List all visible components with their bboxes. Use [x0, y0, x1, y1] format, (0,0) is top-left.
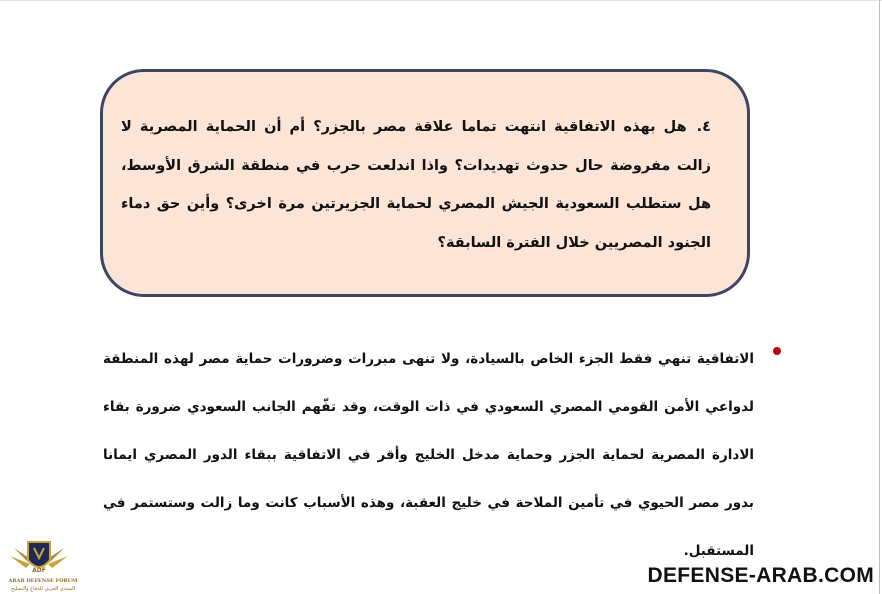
- page-top-edge: [0, 0, 882, 1]
- question-paragraph: [121, 108, 711, 262]
- question-callout-box: [100, 69, 750, 297]
- page-right-edge: [879, 0, 880, 594]
- question-number: ٤.: [696, 119, 711, 135]
- bullet-item: [103, 335, 781, 575]
- question-text: هل بهذه الاتفاقية انتهت تماما علاقة مصر بالجزر؟ أم أن الحماية المصرية لا زالت مفروضة حال حدوث تهديدات؟ واذا اندلعت حرب في منطقة الشرق الأوسط، هل ستطلب السعودية الجيش المصري لحماية الجزيرتين مرة اخرى؟ وأين حق دماء الجنود المصريين خلال الفترة السابقة؟: [121, 119, 711, 251]
- logo-caption-english: ARAB DEFENSE FORUM: [8, 578, 78, 584]
- svg-text:ADF: ADF: [32, 567, 46, 574]
- logo-caption-arabic: المنتدى العربي للدفاع والتسليح: [10, 586, 76, 592]
- bullet-icon: [773, 347, 781, 355]
- site-watermark: DEFENSE-ARAB.COM: [647, 564, 874, 587]
- bullet-paragraph: الاتفاقية تنهي فقط الجزء الخاص بالسيادة، ولا تنهى مبررات وضرورات حماية مصر لهذه المنطقة لدواعي الأمن القومي المصري السعودي في ذات الوقت، وقد تفّهم الجانب السعودي ضرورة بقاء الادارة المصرية لحماية الجزر وحماية مدخل الخليج وأقر في الاتفاقية ببقاء الدور المصري ايمانا بدور مصر الحيوي في تأمين الملاحة في خليج العقبة، وهذه الأسباب كانت وما زالت وستستمر في المستقبل.: [103, 351, 754, 559]
